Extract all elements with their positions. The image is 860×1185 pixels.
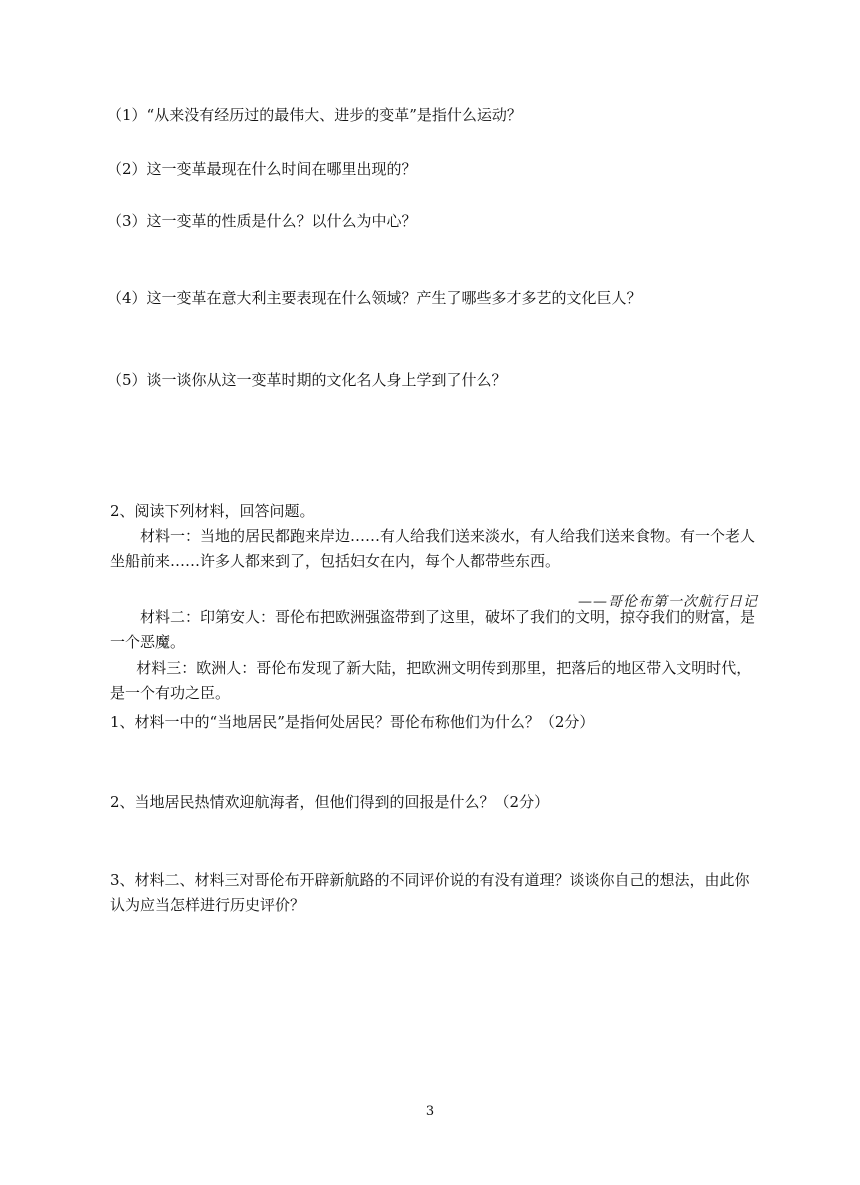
material-1-source: ——哥伦布第一次航行日记	[578, 594, 758, 610]
material-1: 材料一：当地的居民都跑来岸边……有人给我们送来淡水，有人给我们送来食物。有一个老人坐船前来……许多人都来到了，包括妇女在内，每个人都带些东西。	[110, 527, 756, 570]
question-1-3: （3）这一变革的性质是什么？以什么为中心？	[107, 212, 417, 230]
material-2: 材料二：印第安人：哥伦布把欧洲强盗带到了这里，破坏了我们的文明，掠夺我们的财富，是一个恶魔。	[110, 608, 756, 651]
question-2-3: 3、材料二、材料三对哥伦布开辟新航路的不同评价说的有没有道理？谈谈你自己的想法，由此你认为应当怎样进行历史评价？	[110, 871, 750, 914]
material-3: 材料三：欧洲人：哥伦布发现了新大陆，把欧洲文明传到那里，把落后的地区带入文明时代，是一个有功之臣。	[110, 659, 752, 702]
question-2-1: 1、材料一中的“当地居民”是指何处居民？哥伦布称他们为什么？（2分）	[110, 713, 595, 731]
question-1-2: （2）这一变革最现在什么时间在哪里出现的？	[107, 160, 417, 178]
question-1-4: （4）这一变革在意大利主要表现在什么领域？产生了哪些多才多艺的文化巨人？	[107, 289, 642, 307]
question-1-5: （5）谈一谈你从这一变革时期的文化名人身上学到了什么？	[107, 371, 507, 389]
section-2-heading: 2、阅读下列材料，回答问题。	[110, 502, 315, 520]
question-1-1: （1）“从来没有经历过的最伟大、进步的变革”是指什么运动？	[107, 106, 522, 124]
question-2-2: 2、当地居民热情欢迎航海者，但他们得到的回报是什么？（2分）	[110, 793, 550, 811]
page-number: 3	[425, 1104, 435, 1119]
